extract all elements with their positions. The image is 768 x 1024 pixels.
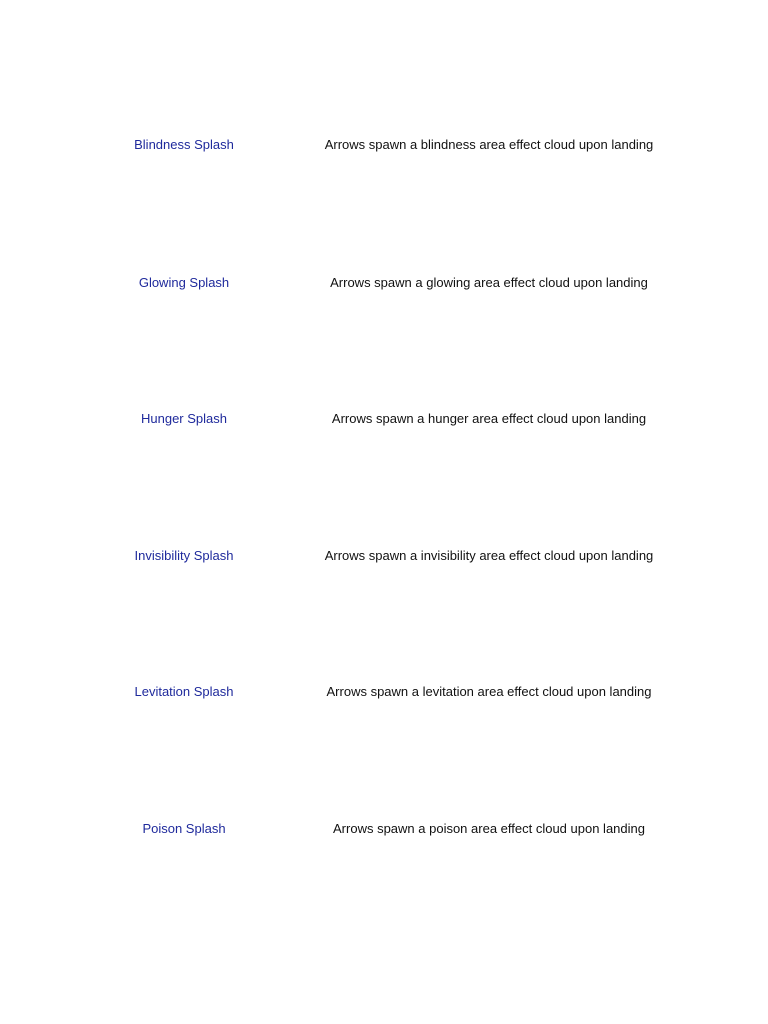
entry-row-hunger-splash: [0, 407, 768, 431]
entry-row-invisibility-splash: [0, 544, 768, 568]
entry-name-link[interactable]: Hunger Splash: [141, 411, 227, 426]
entry-name-link[interactable]: Glowing Splash: [138, 275, 230, 290]
entry-description: Arrows spawn a levitation area effect cloud upon landing: [326, 684, 652, 699]
entry-row-levitation-splash: [0, 680, 768, 704]
entry-description: Arrows spawn a poison area effect cloud upon landing: [333, 821, 645, 836]
entry-name-link[interactable]: Blindness Splash: [134, 137, 234, 152]
entry-name-link[interactable]: Invisibility Splash: [134, 548, 234, 563]
entry-name-link[interactable]: Poison Splash: [142, 821, 226, 836]
entry-row-blindness-splash: [0, 133, 768, 157]
entry-description: Arrows spawn a glowing area effect cloud upon landing: [330, 275, 648, 290]
entry-description: Arrows spawn a blindness area effect cloud upon landing: [324, 137, 654, 152]
entry-description: Arrows spawn a hunger area effect cloud upon landing: [331, 411, 647, 426]
entry-name-link[interactable]: Levitation Splash: [134, 684, 234, 699]
entry-row-glowing-splash: [0, 271, 768, 295]
entry-description: Arrows spawn a invisibility area effect cloud upon landing: [324, 548, 654, 563]
entry-row-poison-splash: [0, 817, 768, 841]
